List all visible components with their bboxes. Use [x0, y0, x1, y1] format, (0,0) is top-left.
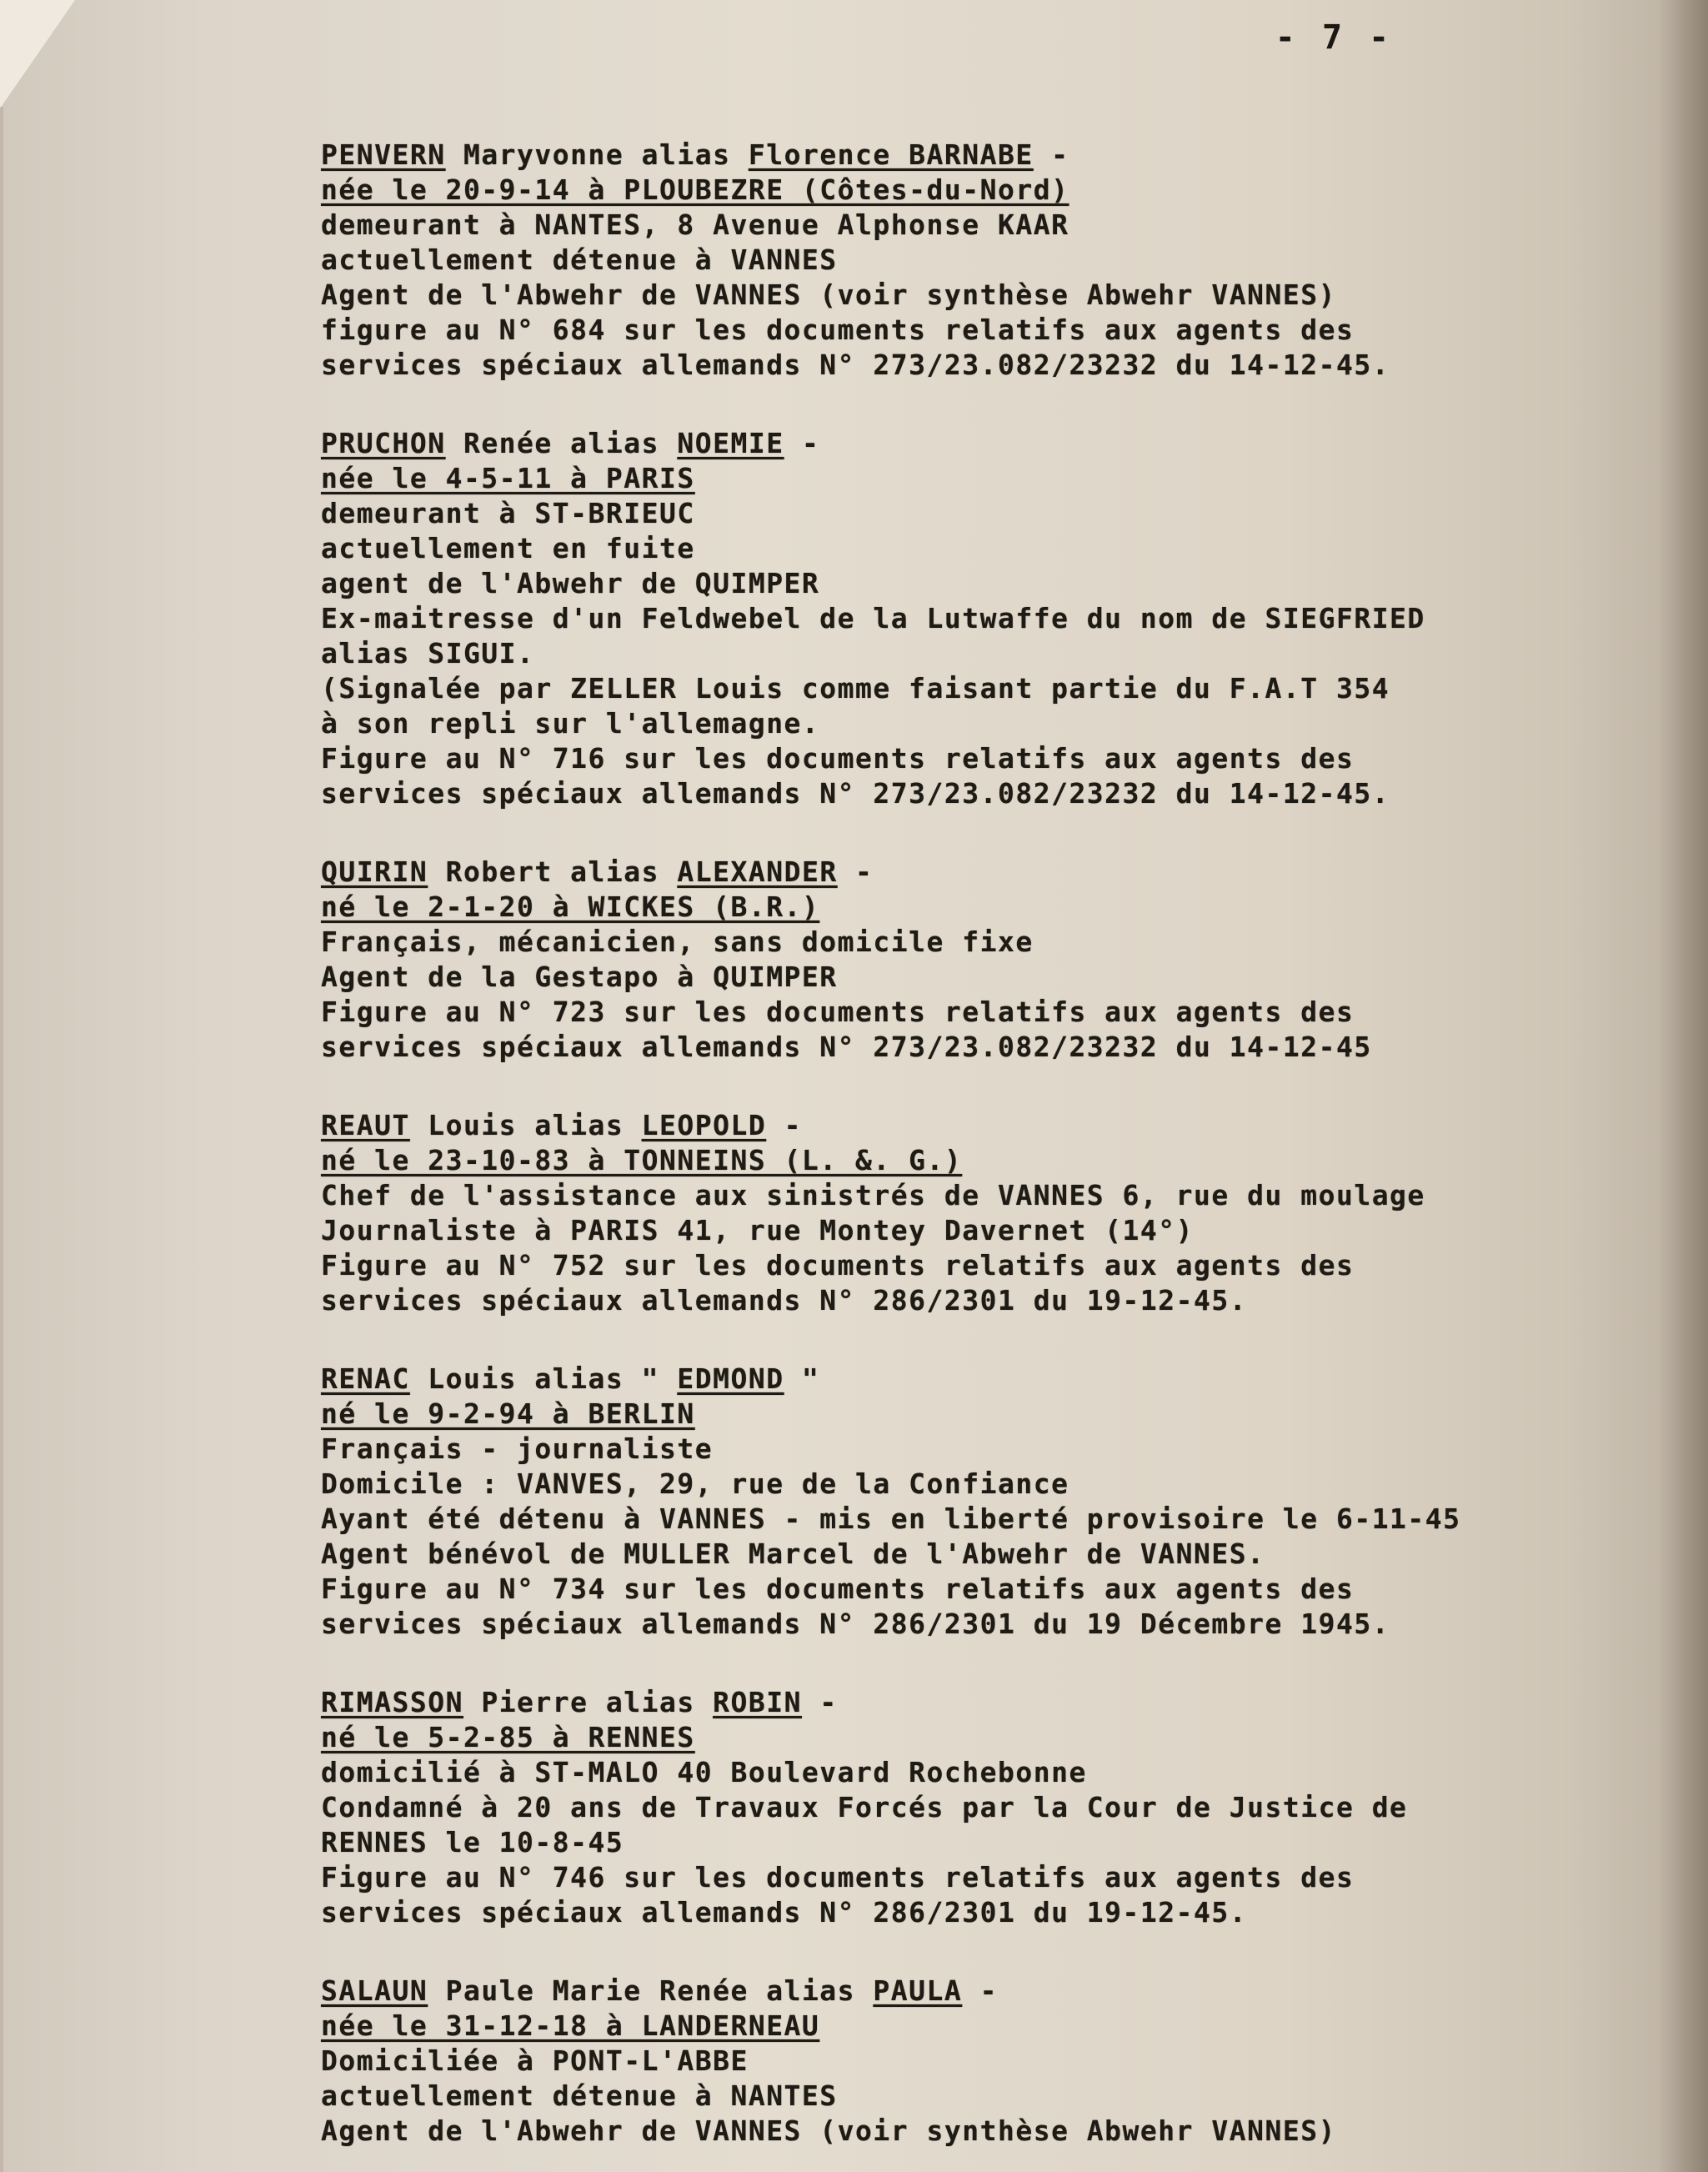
heading-dash: - — [801, 1686, 838, 1718]
entry-line: demeurant à NANTES, 8 Avenue Alphonse KAAR — [321, 208, 1069, 241]
heading-dash: - — [784, 427, 820, 459]
entry-heading — [321, 1362, 1688, 1397]
entry-heading — [321, 426, 1688, 461]
entry-heading — [321, 1108, 1688, 1143]
entry-line: né le 5-2-85 à RENNES — [321, 1721, 695, 1753]
entry-line: actuellement détenue à NANTES — [321, 2079, 838, 2112]
entry-line: Agent bénévol de MULLER Marcel de l'Abwehr de VANNES. — [321, 1537, 1265, 1570]
entry-line: né le 23-10-83 à TONNEINS (L. &. G.) — [321, 1144, 963, 1176]
entry-line: services spéciaux allemands N° 273/23.082/23232 du 14-12-45. — [321, 349, 1390, 381]
entry-line: domicilié à ST-MALO 40 Boulevard Rochebonne — [321, 1756, 1087, 1788]
entry-line: Figure au N° 723 sur les documents relatifs aux agents des — [321, 996, 1355, 1028]
alias: NOEMIE — [677, 427, 784, 459]
surname: RENAC — [321, 1362, 410, 1395]
alias: ROBIN — [713, 1686, 802, 1718]
entry-line: née le 4-5-11 à PARIS — [321, 462, 695, 494]
alias: EDMOND — [677, 1362, 784, 1395]
surname: SALAUN — [321, 1974, 428, 2007]
entry-line: (Signalée par ZELLER Louis comme faisant partie du F.A.T 354 — [321, 672, 1390, 705]
entry — [321, 1108, 1688, 1318]
entry-line: née le 20-9-14 à PLOUBEZRE (Côtes-du-Nord) — [321, 173, 1069, 206]
entry-heading — [321, 1974, 1688, 2009]
entry-line: alias SIGUI. — [321, 637, 535, 670]
given-names: Paule Marie Renée alias — [428, 1974, 874, 2007]
entry-line: RENNES le 10-8-45 — [321, 1826, 624, 1858]
given-names: Louis alias — [409, 1109, 642, 1141]
entry — [321, 1362, 1688, 1642]
entry-line: Journaliste à PARIS 41, rue Montey Davernet (14°) — [321, 1214, 1195, 1247]
entry-line: Chef de l'assistance aux sinistrés de VANNES 6, rue du moulage — [321, 1179, 1425, 1211]
entry-line: Figure au N° 752 sur les documents relatifs aux agents des — [321, 1249, 1355, 1282]
entry-line: agent de l'Abwehr de QUIMPER — [321, 567, 820, 599]
given-names: Robert alias — [428, 855, 678, 888]
entry-line: services spéciaux allemands N° 286/2301 du 19-12-45. — [321, 1896, 1248, 1929]
given-names: Maryvonne alias — [445, 138, 749, 171]
page-number: - 7 - — [1275, 18, 1393, 57]
entry-line: Français - journaliste — [321, 1432, 714, 1465]
alias: PAULA — [873, 1974, 963, 2007]
entry-line: Domiciliée à PONT-L'ABBE — [321, 2044, 749, 2077]
surname: PENVERN — [321, 138, 446, 171]
heading-dash: " — [784, 1362, 820, 1395]
entry — [321, 1685, 1688, 1930]
entry-line: figure au N° 684 sur les documents relatifs aux agents des — [321, 314, 1355, 346]
given-names: Pierre alias — [463, 1686, 714, 1718]
entry-line: Ex-maitresse d'un Feldwebel de la Lutwaffe du nom de SIEGFRIED — [321, 602, 1425, 635]
surname: REAUT — [321, 1109, 410, 1141]
alias: LEOPOLD — [641, 1109, 767, 1141]
entry-line: né le 9-2-94 à BERLIN — [321, 1397, 695, 1430]
surname: QUIRIN — [321, 855, 428, 888]
entry-line: services spéciaux allemands N° 286/2301 du 19-12-45. — [321, 1284, 1248, 1317]
entry-line: Français, mécanicien, sans domicile fixe — [321, 925, 1034, 958]
entry-heading — [321, 1685, 1688, 1720]
entry-line: services spéciaux allemands N° 273/23.082/23232 du 14-12-45. — [321, 777, 1390, 810]
heading-dash: - — [962, 1974, 999, 2007]
heading-dash: - — [837, 855, 874, 888]
folded-corner — [0, 0, 75, 108]
entry-line: services spéciaux allemands N° 273/23.082/23232 du 14-12-45 — [321, 1031, 1372, 1063]
document-body — [321, 138, 1688, 2172]
entry-line: Ayant été détenu à VANNES - mis en liberté provisoire le 6-11-45 — [321, 1502, 1461, 1535]
entry-line: née le 31-12-18 à LANDERNEAU — [321, 2009, 820, 2042]
alias: ALEXANDER — [677, 855, 838, 888]
heading-dash: - — [1033, 138, 1069, 171]
alias: Florence BARNABE — [748, 138, 1034, 171]
entry-line: à son repli sur l'allemagne. — [321, 707, 820, 740]
entry-line: Agent de l'Abwehr de VANNES (voir synthèse Abwehr VANNES) — [321, 278, 1336, 311]
entry-line: Figure au N° 734 sur les documents relatifs aux agents des — [321, 1573, 1355, 1605]
paper-edge — [0, 107, 3, 2172]
given-names: Louis alias " — [409, 1362, 678, 1395]
entry-line: actuellement détenue à VANNES — [321, 243, 838, 276]
entry-heading — [321, 138, 1688, 173]
entry-line: demeurant à ST-BRIEUC — [321, 497, 695, 529]
entry-heading — [321, 855, 1688, 890]
entry — [321, 426, 1688, 811]
given-names: Renée alias — [445, 427, 678, 459]
entry-line: actuellement en fuite — [321, 532, 695, 564]
entry — [321, 855, 1688, 1065]
entry-line: Condamné à 20 ans de Travaux Forcés par la Cour de Justice de — [321, 1791, 1408, 1823]
entry-line: Figure au N° 716 sur les documents relatifs aux agents des — [321, 742, 1355, 775]
entry-line: Agent de la Gestapo à QUIMPER — [321, 961, 838, 993]
entry-line: Agent de l'Abwehr de VANNES (voir synthèse Abwehr VANNES) — [321, 2114, 1336, 2147]
surname: PRUCHON — [321, 427, 446, 459]
entry-line: Figure au N° 746 sur les documents relatifs aux agents des — [321, 1861, 1355, 1894]
entry — [321, 138, 1688, 383]
entry-line: services spéciaux allemands N° 286/2301 du 19 Décembre 1945. — [321, 1608, 1390, 1640]
surname: RIMASSON — [321, 1686, 463, 1718]
heading-dash: - — [766, 1109, 802, 1141]
entry-line: Domicile : VANVES, 29, rue de la Confiance — [321, 1467, 1069, 1500]
entry-line: né le 2-1-20 à WICKES (B.R.) — [321, 890, 820, 923]
entry — [321, 1974, 1688, 2149]
